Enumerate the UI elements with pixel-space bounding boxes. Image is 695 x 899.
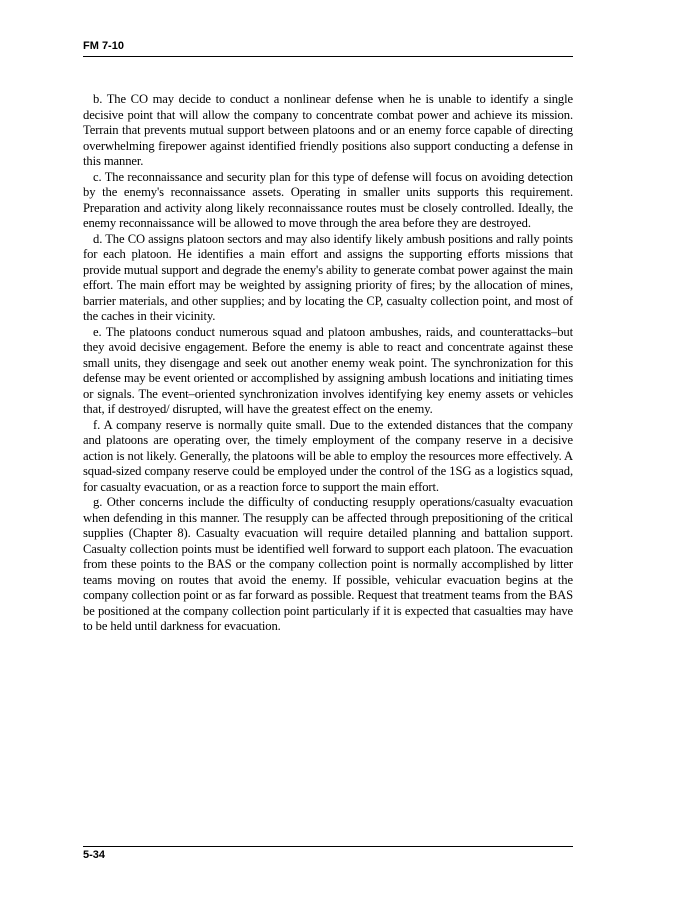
body-text bbox=[83, 92, 573, 635]
paragraph-d: d. The CO assigns platoon sectors and may also identify likely ambush positions and rally points for each platoon. He identifies a main effort and assigns the supporting efforts missions that provide mutual support and degrade the enemy's ability to generate combat power against the main effort. The main effort may be weighted by assigning priority of fires; by the allocation of mines, barrier materials, and other supplies; and by locating the CP, casualty collection point, and most of the caches in their vicinity. bbox=[83, 231, 573, 323]
footer-rule bbox=[83, 846, 573, 847]
running-header: FM 7-10 bbox=[83, 40, 124, 52]
paragraph-g: g. Other concerns include the difficulty of conducting resupply operations/casualty evacuation when defending in this manner. The resupply can be affected through prepositioning of the critical supplies (Chapter 8). Casualty evacuation will require detailed planning and battalion support. Casualty collection points must be identified well forward to support each platoon. The evacuation from these points to the BAS or the company collection point is normally accomplished by litter teams moving on routes that avoid the enemy. If possible, vehicular evacuation begins at the company collection point or as far forward as possible. Request that treatment teams from the BAS be positioned at the company collection point particularly if it is expected that casualties may have to be held until darkness for evacuation. bbox=[83, 495, 573, 633]
header-rule bbox=[83, 56, 573, 57]
paragraph-f: f. A company reserve is normally quite small. Due to the extended distances that the company and platoons are operating over, the timely employment of the company reserve in a decisive action is not likely. Generally, the platoons will be able to employ the resources more effectively. A squad-sized company reserve could be employed under the control of the 1SG as a logistics squad, for casualty evacuation, or as a reaction force to support the main effort. bbox=[83, 417, 573, 494]
page-number: 5-34 bbox=[83, 849, 106, 861]
paragraph-b: b. The CO may decide to conduct a nonlinear defense when he is unable to identify a single decisive point that will allow the company to concentrate combat power and achieve its mission. Terrain that prevents mutual support between platoons and or an enemy force capable of directing overwhelming firepower against identified friendly positions also support conducting a defense in this manner. bbox=[83, 92, 573, 168]
paragraph-c: c. The reconnaissance and security plan for this type of defense will focus on avoiding detection by the enemy's reconnaissance assets. Operating in smaller units supports this requirement. Preparation and activity along likely reconnaissance routes must be closely controlled. Ideally, the enemy reconnaissance will be allowed to move through the area before they are destroyed. bbox=[83, 169, 573, 230]
paragraph-e: e. The platoons conduct numerous squad and platoon ambushes, raids, and counterattacks–but they avoid decisive engagement. Before the enemy is able to react and concentrate against these small units, they disengage and seek out another enemy weak point. The synchronization for this defense may be event oriented or accomplished by assigning ambush locations and initiating times or signals. The event–oriented synchronization involves identifying key enemy assets or vehicles that, if destroyed/ disrupted, will have the greatest effect on the enemy. bbox=[83, 324, 573, 416]
